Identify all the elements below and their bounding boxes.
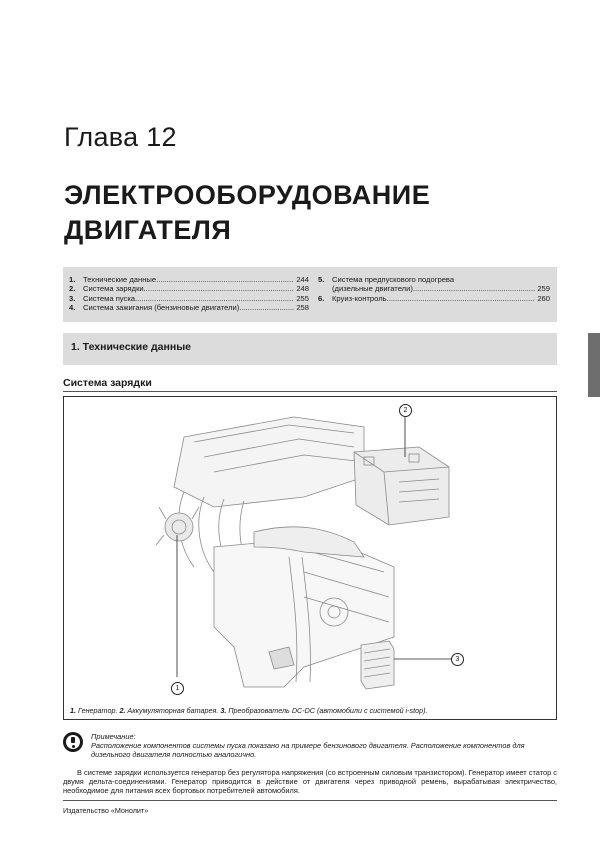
callout-2: 2 (399, 404, 412, 417)
toc-item-title: Технические данные (83, 275, 157, 284)
note-text: Расположение компонентов системы пуска показано на примере бензинового двигателя. Расположение компонентов для дизельного двигателя полностью аналогично. (91, 741, 525, 759)
toc-leader (144, 284, 295, 293)
toc-item-page: 255 (296, 293, 309, 303)
caption-number-2: 2. (119, 706, 126, 715)
toc-column-left (69, 275, 309, 313)
toc-leader (156, 275, 294, 284)
figure-caption (70, 706, 428, 715)
toc-item-number: 4. (69, 303, 76, 313)
callout-3: 3 (451, 653, 464, 666)
page-edge-tab (588, 333, 600, 397)
chapter-title-line1: ЭЛЕКТРООБОРУДОВАНИЕ (64, 180, 431, 210)
toc-item[interactable] (69, 303, 309, 312)
toc-item-number: 6. (318, 293, 325, 303)
engine-illustration (64, 397, 556, 719)
toc-item-continuation-row[interactable] (318, 284, 550, 293)
chapter-title (64, 178, 430, 248)
toc-item[interactable] (318, 294, 550, 303)
toc-column-right (318, 275, 550, 303)
toc-item-continuation: (дизельные двигатели) (332, 284, 413, 294)
toc-item-title: Система предпускового подогрева (332, 275, 455, 284)
toc-item-title: Система зарядки (83, 284, 144, 294)
publisher-footer: Издательство «Монолит» (63, 806, 149, 815)
toc-item-page: 259 (537, 284, 550, 294)
section-header (63, 333, 557, 365)
toc-leader (135, 294, 294, 303)
toc-item[interactable] (69, 275, 309, 284)
info-icon (63, 732, 83, 752)
engine-figure (63, 396, 557, 720)
toc-item-page: 258 (296, 303, 309, 313)
table-of-contents (63, 267, 557, 322)
chapter-title-line2: ДВИГАТЕЛЯ (64, 215, 232, 245)
caption-text-1: Генератор. (76, 706, 120, 715)
toc-leader (387, 294, 536, 303)
toc-item-title: Система зажигания (бензиновые двигатели) (83, 303, 240, 313)
caption-number-3: 3. (220, 706, 227, 715)
caption-text-2: Аккумуляторная батарея. (125, 706, 221, 715)
toc-item-page: 244 (296, 275, 309, 284)
footer-rule (63, 800, 557, 801)
toc-item[interactable] (69, 284, 309, 293)
toc-item-number: 5. (318, 275, 325, 284)
chapter-label: Глава 12 (64, 122, 177, 152)
caption-number-1: 1. (70, 706, 76, 715)
caption-text-3: Преобразователь DC-DC (автомобили с системой i-stop). (226, 706, 428, 715)
toc-leader (239, 303, 294, 312)
body-paragraph: В системе зарядки используется генератор без регулятора напряжения (со встроенным силовым транзистором). Генератор имеет статор с двумя дельта-соединениями. Генератор приводится в действие от двигателя через приводной ремень, вырабатывая электричество, необходимое для питания всех бортовых потребителей автомобиля. (63, 768, 557, 796)
toc-item[interactable] (69, 294, 309, 303)
toc-item-title: Система пуска (83, 293, 136, 303)
note-block (91, 732, 557, 759)
toc-leader (413, 284, 535, 293)
toc-item-number: 2. (69, 284, 76, 294)
subsection-title: Система зарядки (63, 377, 152, 389)
toc-item-page: 248 (296, 284, 309, 294)
note-heading: Примечание: (91, 732, 136, 741)
subsection-rule (63, 391, 557, 392)
toc-item-title: Круиз-контроль (332, 293, 387, 303)
toc-item[interactable] (318, 275, 550, 284)
toc-item-number: 3. (69, 293, 76, 303)
section-title: 1. Технические данные (71, 341, 192, 353)
toc-item-page: 260 (537, 293, 550, 303)
toc-item-number: 1. (69, 275, 76, 284)
callout-1: 1 (171, 682, 184, 695)
